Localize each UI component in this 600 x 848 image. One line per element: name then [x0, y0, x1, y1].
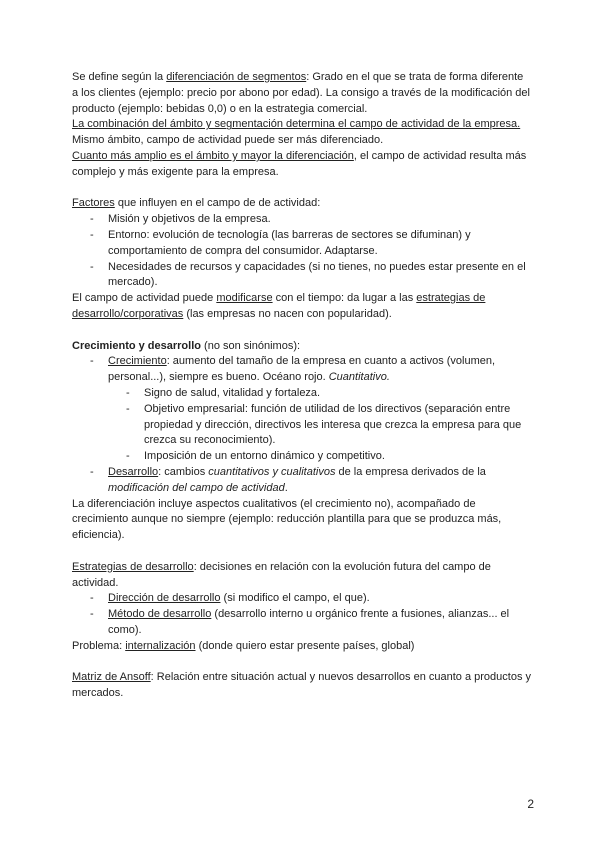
list-item: - Signo de salud, vitalidad y fortaleza.: [144, 386, 532, 402]
broader-scope-statement: Cuanto más amplio es el ámbito y mayor la diferenciación, el campo de actividad resulta más complejo y más exigente para la empresa.: [72, 149, 527, 178]
page-number: 2: [527, 797, 534, 811]
list-item: - Dirección de desarrollo (si modifico el campo, el que).: [108, 591, 532, 607]
estrategias-heading: Estrategias de desarrollo: decisiones en relación con la evolución futura del campo de actividad.: [72, 560, 491, 589]
factores-list: [72, 212, 532, 291]
problema-paragraph: Problema: internalización (donde quiero estar presente países, global): [72, 639, 415, 652]
list-item: - Objetivo empresarial: función de utilidad de los directivos (separación entre propiedad y dirección, directivos les interesa que crezca la empresa para que crezca su reconocimiento).: [144, 402, 532, 449]
intro-paragraph: Se define según la diferenciación de segmentos: Grado en el que se trata de forma diferente a los clientes (ejemplo: precio por abono por edad). La consigo a través de la modificación del producto (ejemplo: bebidas 0,0) o en la estrategia comercial.: [72, 71, 530, 115]
list-item: - Necesidades de recursos y capacidades (si no tienes, no puedes estar presente en el mercado).: [108, 260, 532, 292]
same-scope-statement: Mismo ámbito, campo de actividad puede ser más diferenciado.: [72, 134, 384, 147]
factores-heading: Factores que influyen en el campo de de actividad:: [72, 197, 321, 210]
list-item: - Entorno: evolución de tecnología (las barreras de sectores se difuminan) y comportamiento de compra del consumidor. Adaptarse.: [108, 228, 532, 260]
list-item-desarrollo: - Desarrollo: cambios cuantitativos y cualitativos de la empresa derivados de la modificación del campo de actividad.: [108, 465, 532, 497]
diferenciacion-paragraph: La diferenciación incluye aspectos cualitativos (el crecimiento no), acompañado de crecimiento aunque no siempre (ejemplo: reducción plantilla para que se produzca más, eficiencia).: [72, 497, 502, 542]
list-item: - Imposición de un entorno dinámico y competitivo.: [144, 449, 532, 465]
list-item: - Misión y objetivos de la empresa.: [108, 212, 532, 228]
modificarse-paragraph: El campo de actividad puede modificarse con el tiempo: da lugar a las estrategias de desarrollo/corporativas (las empresas no nacen con popularidad).: [72, 292, 486, 320]
list-item: - Método de desarrollo (desarrollo interno u orgánico frente a fusiones, alianzas... el como).: [108, 607, 532, 639]
page-content: [72, 70, 532, 702]
ansoff-paragraph: Matriz de Ansoff: Relación entre situación actual y nuevos desarrollos en cuanto a productos y mercados.: [72, 671, 532, 700]
list-item-crecimiento: - Crecimiento: aumento del tamaño de la empresa en cuanto a activos (volumen, personal...), siempre es bueno. Océano rojo. Cuantitativo. - Signo de salud, vitalidad y fortaleza. - Objetivo empresarial: función de utilidad de los directivos (separación entre propiedad y dirección, directivos les interesa que crezca la empresa para que crezca su reconocimiento). - Imposición de un entorno dinámico y competitivo.: [108, 354, 532, 465]
crecimiento-list: [72, 354, 532, 496]
term-diferenciacion-segmentos: diferenciación de segmentos: [166, 71, 307, 83]
estrategias-list: [72, 591, 532, 638]
crecimiento-heading: Crecimiento y desarrollo (no son sinónimos):: [72, 339, 301, 352]
combination-statement: La combinación del ámbito y segmentación determina el campo de actividad de la empresa.: [72, 118, 521, 131]
crecimiento-sublist: [108, 386, 532, 465]
